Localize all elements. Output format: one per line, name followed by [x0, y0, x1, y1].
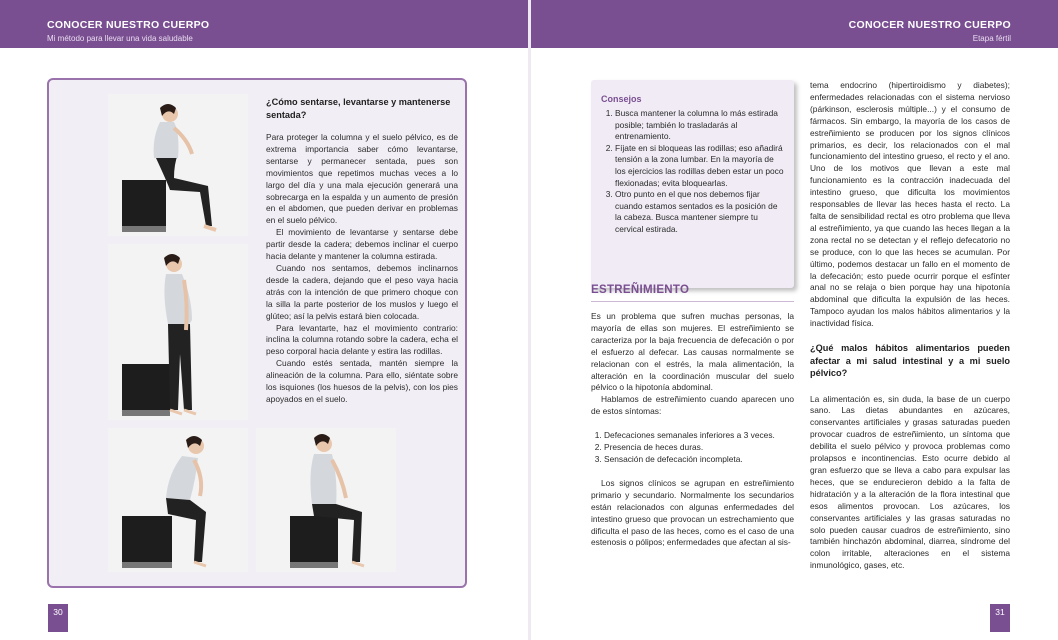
- diet-paragraph: La alimentación es, sin duda, la base de un cuerpo sano. Las dietas abundantes en azúcares, conservantes artificiales y grasas saturadas pueden provocar cuadros de estreñimiento, un síntoma que debilita el suelo pélvico y provoca problemas como prolapsos e incontinencias. Esto ocurre debido al gran esfuerzo que se lleva a cabo para expulsar las heces, que se endurecieron debido a la falta de hidratación y a la alteración de la flora intestinal que esos alimentos provocan. Los azúcares, los conservantes artificiales y las grasas saturadas no solo pueden causar cuadros de estreñimiento, sino también hinchazón abdominal, diarrea, síndrome del colon irritable, alteraciones en el sistema inmunológico, gases, etc.: [810, 393, 1010, 571]
- posture-text-block: [266, 96, 458, 406]
- symptoms-list: [591, 430, 794, 466]
- photo-standing: [108, 244, 248, 420]
- seated-woman-illustration: [256, 428, 396, 572]
- constipation-paragraph: Hablamos de estreñimiento cuando aparecen uno de estos síntomas:: [591, 394, 794, 417]
- symptom-item: 2. Presencia de heces duras.: [604, 442, 794, 454]
- tip-item: 2. Fíjate en si bloqueas las rodillas; eso añadirá tensión a la zona lumbar. En la mayoría de los ejercicios las rodillas deben estar un poco flexionadas; evita bloquearlas.: [615, 143, 784, 189]
- tips-title: Consejos: [601, 94, 642, 104]
- constipation-paragraph: Los signos clínicos se agrupan en estreñimiento primario y secundario. Normalmente los secundarios están relacionados con algunas enfermedades del intestino grueso que provocan un estrechamiento que dificulta el paso de las heces, como es el caso de una estenosis o pólipos; enfermedades que afectan al sis-: [591, 477, 794, 548]
- right-header-subtitle: Etapa fértil: [972, 34, 1011, 43]
- standing-woman-illustration: [108, 244, 248, 420]
- right-header-title: CONOCER NUESTRO CUERPO: [848, 19, 1011, 31]
- tip-item: 1. Busca mantener la columna lo más estirada posible; también lo trasladarás al entrenamiento.: [615, 108, 784, 143]
- section-rule: [591, 301, 794, 302]
- diet-heading: ¿Qué malos hábitos alimentarios pueden afectar a mi salud intestinal y a mi suelo pélvico?: [810, 343, 1010, 379]
- photo-sitting: [108, 94, 248, 236]
- tips-box: [591, 80, 794, 288]
- right-page-number: 31: [990, 604, 1010, 632]
- lowering-woman-illustration: [108, 428, 248, 572]
- left-header-subtitle: Mi método para llevar una vida saludable: [47, 34, 193, 43]
- posture-paragraph: Cuando nos sentamos, debemos inclinarnos desde la cadera, dejando que el peso vaya hacia atrás con la intención de que primero choque con la silla la parte posterior de los muslos y luego el glúteo; así la pelvis estará bien colocada.: [266, 262, 458, 321]
- posture-paragraph: El movimiento de levantarse y sentarse debe partir desde la cadera; debemos inclinar el cuerpo hacia delante y mantener la columna estirada.: [266, 227, 458, 262]
- posture-paragraph: Para proteger la columna y el suelo pélvico, es de extrema importancia saber cómo levantarse, sentarse y permanecer sentada, pues son movimientos que repetimos muchas veces a lo largo del día y una mala ejecución generará una sobrecarga en la espalda y un aumento de presión en el abdomen, que pueden derivar en problemas en el suelo pélvico.: [266, 132, 458, 226]
- tip-item: 3. Otro punto en el que nos debemos fijar cuando estamos sentados es la posición de la cabeza. Busca mantener siempre tu cervical estirada.: [615, 189, 784, 235]
- photo-lowering: [108, 428, 248, 572]
- section-title: ESTREÑIMIENTO: [591, 284, 690, 296]
- sitting-woman-illustration: [108, 94, 248, 236]
- page-gutter: [528, 0, 531, 640]
- symptom-item: 1. Defecaciones semanales inferiores a 3 veces.: [604, 430, 794, 442]
- photo-seated-upright: [256, 428, 396, 572]
- constipation-paragraph: Es un problema que sufren muchas personas, la mayoría de ellas son mujeres. El estreñimiento se caracteriza por la baja frecuencia de defecación o por el esfuerzo al defecar. Las causas normalmente se relacionan con el estrés, la mala alimentación, la alteración en la coordinación muscular del suelo pélvico o la hipotonía abdominal.: [591, 311, 794, 393]
- posture-paragraph: Para levantarte, haz el movimiento contrario: inclina la columna rotando sobre la cadera, echa el peso corporal hacia delante y estira las rodillas.: [266, 322, 458, 357]
- constipation-col2: [810, 80, 1010, 572]
- constipation-col1: [591, 311, 794, 549]
- left-page-number: 30: [48, 604, 68, 632]
- symptom-item: 3. Sensación de defecación incompleta.: [604, 454, 794, 466]
- left-header-title: CONOCER NUESTRO CUERPO: [47, 19, 210, 31]
- posture-heading: ¿Cómo sentarse, levantarse y mantenerse sentada?: [266, 97, 451, 120]
- constipation-paragraph: tema endocrino (hipertiroidismo y diabetes); enfermedades relacionadas con el sistema nervioso (párkinson, esclerosis múltiple...) y el consumo de fármacos. Sin embargo, la mayoría de los casos de estreñimiento se producen por los signos clínicos primarios, es decir, los relacionados con el mal funcionamiento del intestino grueso, el recto y el ano. Uno de los motivos que llevan a este mal funcionamiento es la contracción inadecuada del intestino grueso, que dificulta los movimientos responsables de llevar las heces hasta el recto. La falta de sensibilidad rectal es otro problema que lleva al estreñimiento, ya que cuando las heces llegan a la zona rectal no se detectan y el reflejo defecatorio no se produce, con lo que las heces se acumulan. Por último, podemos destacar un fallo en el momento de la defecación; esto puede ocurrir porque el esfínter anal no se relaja o bien porque hay una hipotonía abdominal que dificulta la expulsión de las heces. Tampoco ayudan los malos hábitos alimentarios y la inactividad física.: [810, 80, 1010, 329]
- posture-paragraph: Cuando estés sentada, mantén siempre la alineación de la columna. Para ello, siéntate sobre los isquiones (los huesos de la pelvis), con los pies apoyados en el suelo.: [266, 358, 458, 404]
